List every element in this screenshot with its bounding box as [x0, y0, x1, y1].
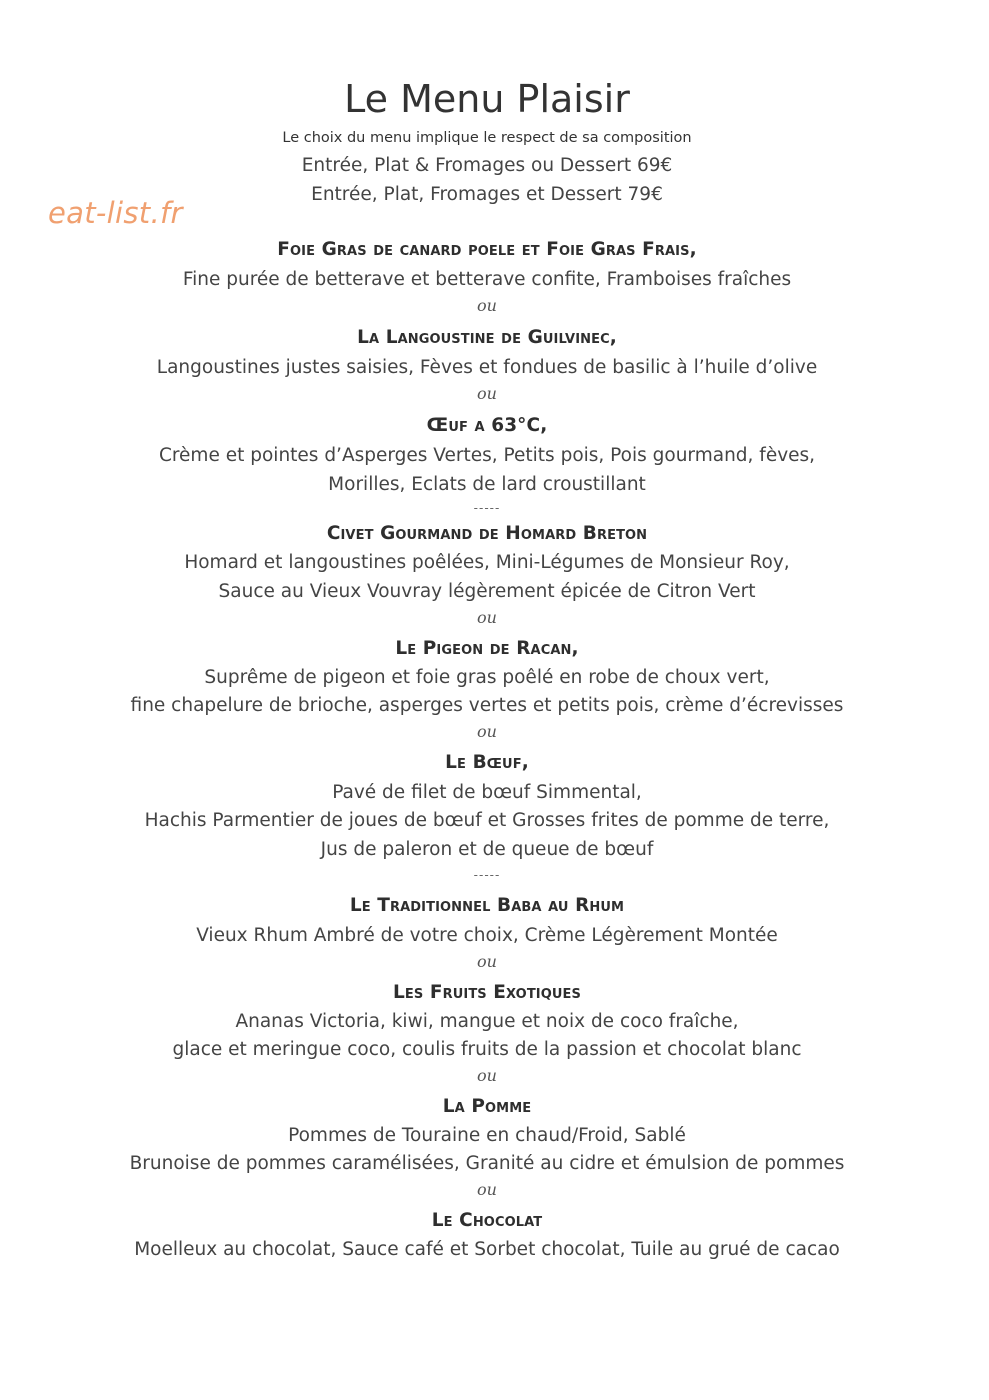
dish-name: La Pomme — [442, 1096, 532, 1117]
page-title: Le Menu Plaisir — [344, 77, 630, 121]
section-divider: ----- — [473, 868, 501, 882]
dish-name: Le Bœuf, — [445, 752, 529, 773]
dish-name: Foie Gras de canard poele et Foie Gras Frais, — [277, 239, 697, 260]
dish-name: Œuf a 63°C, — [426, 415, 548, 436]
dish-description: Pommes de Touraine en chaud/Froid, Sablé — [288, 1125, 686, 1146]
or-separator: ou — [477, 722, 497, 741]
dish-name: Le Chocolat — [431, 1210, 543, 1231]
dish-description: Langoustines justes saisies, Fèves et fondues de basilic à l’huile d’olive — [156, 357, 818, 378]
dish-description: Brunoise de pommes caramélisées, Granité au cidre et émulsion de pommes — [129, 1153, 845, 1174]
or-separator: ou — [477, 1066, 497, 1085]
or-separator: ou — [477, 384, 497, 403]
dish-description: Morilles, Eclats de lard croustillant — [328, 474, 646, 495]
dish-description: fine chapelure de brioche, asperges vertes et petits pois, crème d’écrevisses — [130, 695, 844, 716]
dish-description: Pavé de filet de bœuf Simmental, — [332, 782, 642, 803]
or-separator: ou — [477, 608, 497, 627]
menu-subtitle: Le choix du menu implique le respect de sa composition — [282, 130, 692, 146]
dish-name: Le Traditionnel Baba au Rhum — [349, 895, 625, 916]
dish-description: Ananas Victoria, kiwi, mangue et noix de coco fraîche, — [235, 1011, 739, 1032]
dish-name: Civet Gourmand de Homard Breton — [326, 523, 648, 544]
dish-name: Le Pigeon de Racan, — [395, 638, 579, 659]
dish-description: glace et meringue coco, coulis fruits de la passion et chocolat blanc — [172, 1039, 802, 1060]
watermark: eat-list.fr — [48, 196, 183, 230]
dish-description: Vieux Rhum Ambré de votre choix, Crème Légèrement Montée — [196, 925, 778, 946]
or-separator: ou — [477, 1180, 497, 1199]
dish-name: La Langoustine de Guilvinec, — [357, 327, 617, 348]
price-line: Entrée, Plat & Fromages ou Dessert 69€ — [301, 155, 673, 176]
dish-description: Crème et pointes d’Asperges Vertes, Petits pois, Pois gourmand, fèves, — [158, 445, 816, 466]
price-line: Entrée, Plat, Fromages et Dessert 79€ — [311, 184, 663, 205]
dish-description: Sauce au Vieux Vouvray légèrement épicée de Citron Vert — [218, 581, 756, 602]
dish-description: Homard et langoustines poêlées, Mini-Légumes de Monsieur Roy, — [184, 552, 790, 573]
dish-description: Suprême de pigeon et foie gras poêlé en robe de choux vert, — [204, 667, 770, 688]
or-separator: ou — [477, 296, 497, 315]
dish-description: Moelleux au chocolat, Sauce café et Sorbet chocolat, Tuile au grué de cacao — [134, 1239, 840, 1260]
dish-name: Les Fruits Exotiques — [393, 982, 581, 1003]
dish-description: Jus de paleron et de queue de bœuf — [320, 839, 654, 860]
or-separator: ou — [477, 952, 497, 971]
section-divider: ----- — [473, 501, 501, 515]
dish-description: Fine purée de betterave et betterave confite, Framboises fraîches — [182, 269, 792, 290]
dish-description: Hachis Parmentier de joues de bœuf et Grosses frites de pomme de terre, — [144, 810, 830, 831]
